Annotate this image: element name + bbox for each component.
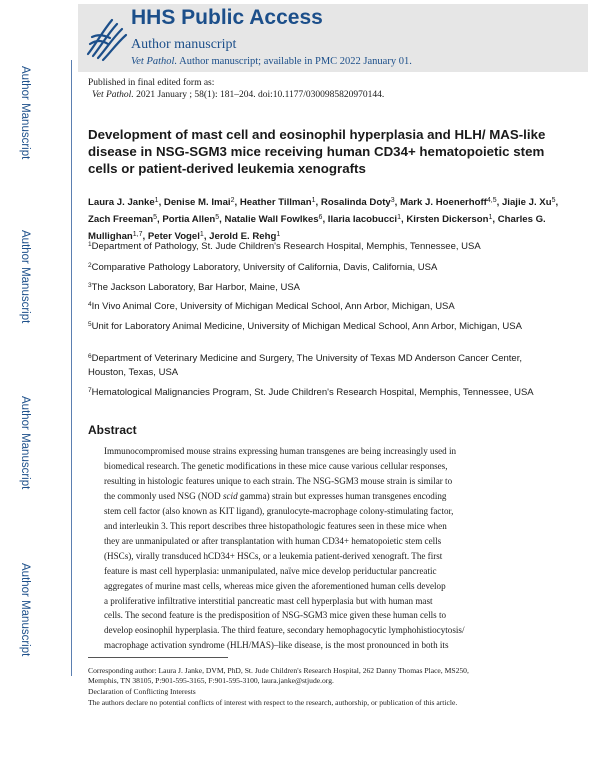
article-title: Development of mast cell and eosinophil hyperplasia and HLH/ MAS-like disease in NSG-SGM3 mice receiving human CD34+ hematopoietic stem cells or patient-derived leukemia xenografts <box>88 127 546 176</box>
journal-availability <box>131 56 412 67</box>
sidebar-label: Author Manuscript <box>19 66 31 160</box>
footnote-rule <box>88 657 228 658</box>
author-affiliation-sup: 1 <box>154 197 159 204</box>
abstract-line: they are unmanipulated or after transplantation with human CD34+ hematopoietic stem cells <box>104 535 442 546</box>
author-affiliation-sup: 3 <box>390 197 395 204</box>
abstract-body <box>104 444 566 653</box>
abstract-line: stem cell factor (also known as KIT ligand), granulocyte-macrophage colony-stimulating factor, <box>104 505 454 516</box>
author-affiliation-sup: 1 <box>311 197 316 204</box>
conflict-text: The authors declare no potential conflicts of interest with respect to the research, authorship, or publication of this article. <box>88 698 458 707</box>
abstract-line: feature is mast cell hyperplasia: unmanipulated, naïve mice develop periductular pancreatic <box>104 565 437 576</box>
author-name: Jiajie J. Xu <box>501 197 552 208</box>
availability-text: Author manuscript; available in PMC 2022 January 01. <box>177 56 412 67</box>
affiliation <box>88 238 558 254</box>
affiliation <box>88 279 558 295</box>
affiliation-text: Department of Veterinary Medicine and Surgery, The University of Texas MD Anderson Cancer Center, Houston, Texas, USA <box>88 353 522 378</box>
author-name: Rosalinda Doty <box>320 197 391 208</box>
affiliation-number: 7 <box>88 387 92 394</box>
affiliation-text: Department of Pathology, St. Jude Children's Research Hospital, Memphis, Tennessee, USA <box>91 241 481 252</box>
affiliation <box>88 259 558 275</box>
author-affiliation-sup: 2 <box>230 197 235 204</box>
affiliation-number: 2 <box>88 262 92 269</box>
abstract-line: Immunocompromised mouse strains expressing human transgenes are being increasingly used in <box>104 446 457 456</box>
published-in-line: Published in final edited form as: <box>88 78 215 88</box>
author-name: Laura J. Janke <box>88 197 155 208</box>
author-name: Heather Tillman <box>239 197 312 208</box>
italic-term: scid <box>222 490 238 501</box>
author-name: Zach Freeman <box>88 214 154 225</box>
author-name: Peter Vogel <box>147 231 200 242</box>
hhs-title: HHS Public Access <box>131 6 323 29</box>
author-name: Denise M. Imai <box>163 197 231 208</box>
author-affiliation-sup: 1,7 <box>132 231 143 238</box>
affiliation <box>88 298 558 314</box>
affiliation-number: 6 <box>88 353 92 360</box>
sidebar-label: Author Manuscript <box>19 563 31 657</box>
manuscript-type: Author manuscript <box>131 37 237 52</box>
author-name: Natalie Wall Fowlkes <box>224 214 319 225</box>
sidebar-rule <box>71 60 72 676</box>
author-affiliation-sup: 4,5 <box>486 197 497 204</box>
correspondence-line: Memphis, TN 38105, P:901-595-3165, F:901-595-3100, laura.janke@stjude.org. <box>88 676 334 685</box>
author-affiliation-sup: 6 <box>318 214 323 221</box>
citation-details: 2021 January ; 58(1): 181–204. doi:10.1177/0300985820970144. <box>133 90 385 100</box>
sidebar-label: Author Manuscript <box>19 230 31 324</box>
author-list: Laura J. Janke$^1$, Denise M. Imai$^2$, Heather Tillman$^1$, Rosalinda Doty$^3$, Mark J. Hoenerhoff$^{4,5}$, Jiajie J. Xu$^5$, Zach Freeman$^5$, Portia Allen$^5$, Natalie Wall Fowlkes$^6$, Ilaria Iacobucci$^1$, Kirsten Dickerson$^1$, Charles G. Mullighan$^{1,7}$, Peter Vogel$^1$, Jerold E. Rehg$^1$ <box>88 197 559 242</box>
abstract-line: biomedical research. The genetic modifications in these mice cause various cellular responses, <box>104 460 448 471</box>
author-affiliation-sup: 1 <box>397 214 402 221</box>
author-affiliation-sup: 1 <box>488 214 493 221</box>
affiliation <box>88 384 558 400</box>
abstract-line: cells. The second feature is the predisposition of NSG-SGM3 mice given these human cells to <box>104 610 447 621</box>
author-name: Kirsten Dickerson <box>406 214 489 225</box>
abstract-line: aggregates of murine mast cells, whereas mice given the aforementioned human cells develop <box>104 580 446 591</box>
abstract-line: a proliferative infiltrative interstitial pancreatic mast cell hyperplasia but with human mast <box>104 595 433 606</box>
affiliation-text: Hematological Malignancies Program, St. Jude Children's Research Hospital, Memphis, Tennessee, USA <box>91 387 534 398</box>
author-affiliation-sup: 5 <box>153 214 157 221</box>
citation-line <box>92 90 384 100</box>
author-name: Ilaria Iacobucci <box>327 214 398 225</box>
author-name: Charles G. Mullighan <box>88 214 546 242</box>
author-affiliation-sup: 1 <box>199 231 204 238</box>
affiliation-text: Unit for Laboratory Animal Medicine, University of Michigan Medical School, Ann Arbor, Michigan, USA <box>91 321 522 332</box>
affiliation-number: 3 <box>88 282 92 289</box>
affiliation-number: 1 <box>88 241 92 248</box>
affiliation-text: In Vivo Animal Core, University of Michigan Medical School, Ann Arbor, Michigan, USA <box>91 301 455 312</box>
abstract-line: resulting in histologic features unique to each strain. The NSG-SGM3 mouse strain is similar to <box>104 475 453 486</box>
conflict-heading: Declaration of Conflicting Interests <box>88 687 196 696</box>
author-name: Mark J. Hoenerhoff <box>399 197 487 208</box>
abstract-heading: Abstract <box>88 423 137 437</box>
author-affiliation-sup: 5 <box>215 214 220 221</box>
journal-name: Vet Pathol. <box>131 56 178 67</box>
abstract-line: and interleukin 3. This report describes three histopathologic features seen in these mice when <box>104 520 447 531</box>
abstract-line: macrophage activation syndrome (HLH/MAS)–like disease, is the most pronounced in both its <box>104 640 449 651</box>
citation-journal: Vet Pathol. <box>92 90 134 100</box>
author-name: Jerold E. Rehg <box>209 231 277 242</box>
affiliation-text: Comparative Pathology Laboratory, University of California, Davis, California, USA <box>91 262 438 273</box>
sidebar-label: Author Manuscript <box>19 396 31 490</box>
affiliation-text: The Jackson Laboratory, Bar Harbor, Maine, USA <box>91 282 301 293</box>
affiliation <box>88 318 558 334</box>
abstract-line: (HSCs), virally transduced hCD34+ HSCs, or a leukemia patient-derived xenograft. The first <box>104 550 443 561</box>
affiliation-number: 5 <box>88 321 92 328</box>
correspondence-line: Corresponding author: Laura J. Janke, DVM, PhD, St. Jude Children's Research Hospital, 262 Danny Thomas Place, MS250, <box>88 666 469 675</box>
author-affiliation-sup: 1 <box>276 231 281 238</box>
hhs-eagle-logo-icon <box>82 10 132 66</box>
abstract-line: develop eosinophil hyperplasia. The third feature, secondary hemophagocytic lymphohistiocytosis/ <box>104 625 465 636</box>
affiliation-number: 4 <box>88 301 92 308</box>
author-name: Portia Allen <box>162 214 216 225</box>
author-affiliation-sup: 5 <box>551 197 556 204</box>
affiliation <box>88 350 558 380</box>
abstract-line: the commonly used NSG (NOD scid gamma) strain but expresses human transgenes encoding <box>104 490 447 501</box>
